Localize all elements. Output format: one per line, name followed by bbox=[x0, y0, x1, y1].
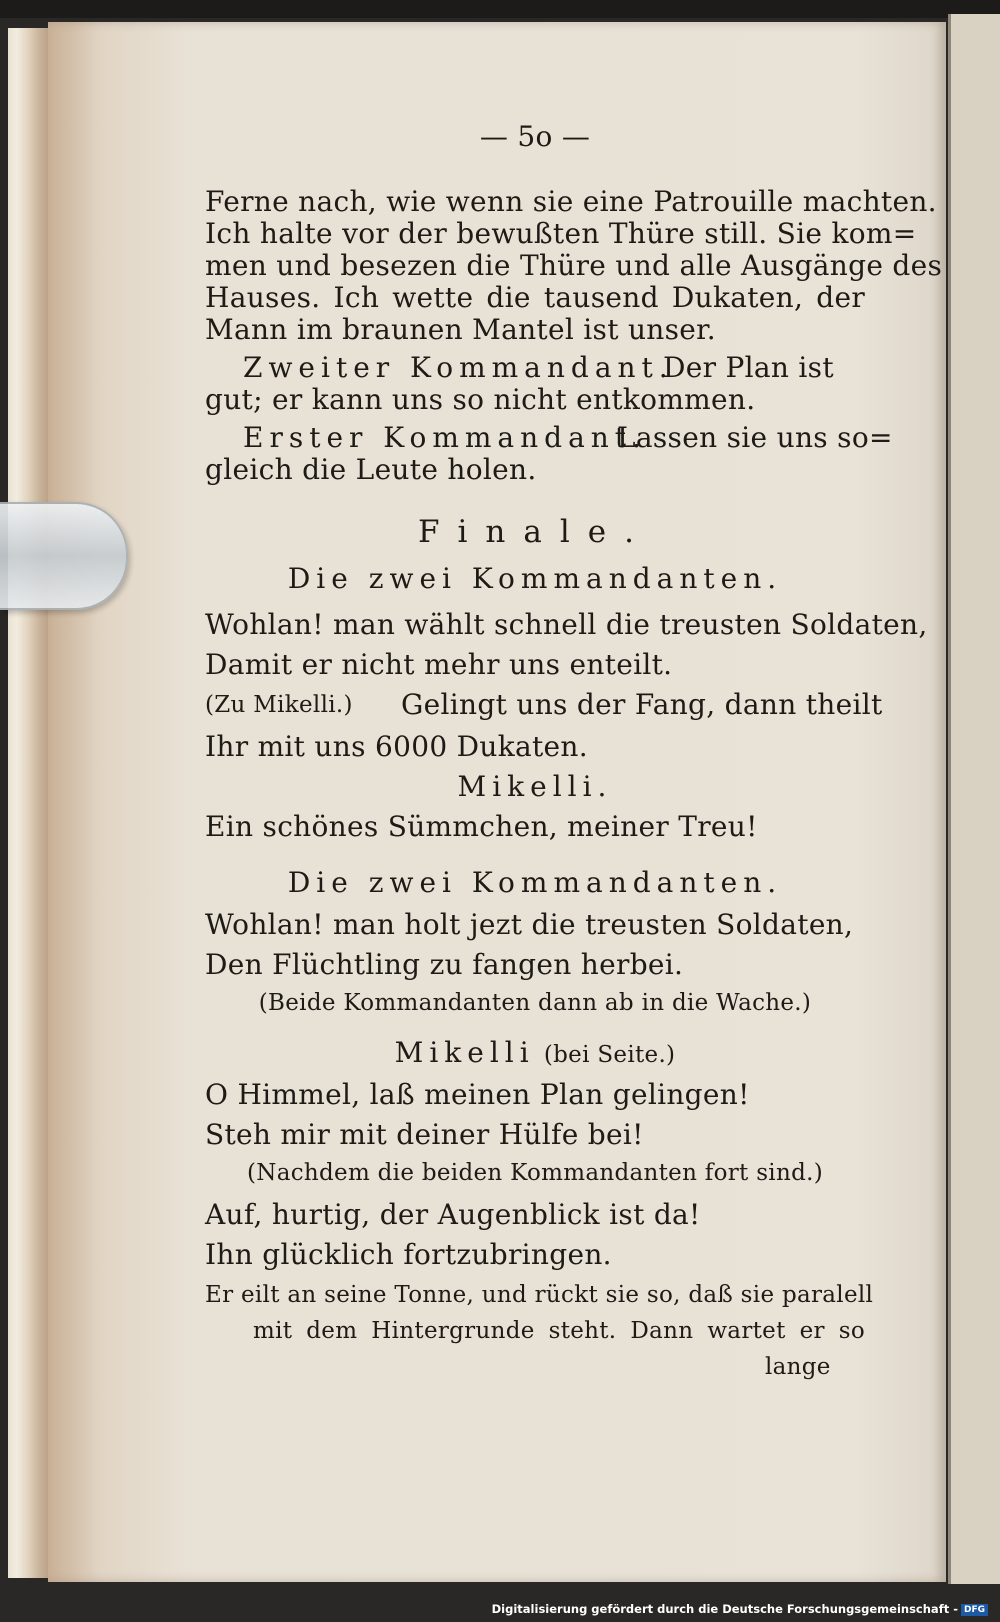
stage-direction: mit dem Hintergrunde steht. Dann wartet er so bbox=[253, 1318, 865, 1344]
text-line: men und besezen die Thüre und alle Ausgänge des bbox=[205, 249, 943, 282]
verse-line: Den Flüchtling zu fangen herbei. bbox=[205, 948, 684, 981]
character-heading: Die zwei Kommandanten. bbox=[287, 866, 783, 899]
character-heading: Die zwei Kommandanten. bbox=[287, 562, 783, 595]
speaker-heading: Mikelli. bbox=[457, 770, 613, 803]
catchword: lange bbox=[765, 1354, 831, 1380]
verse-line: Ihr mit uns 6000 Dukaten. bbox=[205, 730, 588, 763]
finale-heading: Finale. bbox=[418, 514, 652, 550]
stage-direction: (bei Seite.) bbox=[543, 1042, 676, 1068]
scan-background bbox=[0, 0, 1000, 18]
stage-direction: (Beide Kommandanten dann ab in die Wache.) bbox=[258, 990, 812, 1016]
verse-line: O Himmel, laß meinen Plan gelingen! bbox=[205, 1078, 750, 1111]
stage-direction: (Zu Mikelli.) bbox=[205, 692, 353, 718]
speaker-name bbox=[243, 351, 674, 384]
verse-line: Damit er nicht mehr uns enteilt. bbox=[205, 648, 673, 681]
speaker-label: Zweiter Kommandant. bbox=[243, 351, 674, 384]
facing-page-edge bbox=[948, 14, 1000, 1584]
stage-direction: (Nachdem die beiden Kommandanten fort sind.) bbox=[247, 1160, 823, 1186]
verse-line: Steh mir mit deiner Hülfe bei! bbox=[205, 1118, 644, 1151]
stage-direction: Er eilt an seine Tonne, und rückt sie so, daß sie paralell bbox=[205, 1282, 874, 1308]
speaker-name bbox=[243, 421, 647, 454]
speaker-label: Erster Kommandant. bbox=[243, 421, 647, 454]
digitization-credit bbox=[492, 1602, 988, 1616]
speaker-label: Mikelli bbox=[394, 1036, 535, 1069]
speaker-heading-row bbox=[205, 1036, 865, 1069]
page-gutter-shadow bbox=[48, 22, 98, 1582]
verse-line: Gelingt uns der Fang, dann theilt bbox=[401, 688, 883, 721]
text-line: Ferne nach, wie wenn sie eine Patrouille machten. bbox=[205, 185, 937, 218]
verse-line: Wohlan! man holt jezt die treusten Soldaten, bbox=[205, 908, 854, 941]
dfg-logo: DFG bbox=[961, 1604, 988, 1616]
speech-line: Der Plan ist bbox=[663, 351, 834, 384]
verse-line: Wohlan! man wählt schnell die treusten Soldaten, bbox=[205, 608, 928, 641]
speech-line: gleich die Leute holen. bbox=[205, 453, 537, 486]
page-number: — 5o — bbox=[479, 120, 591, 153]
page-stack-edge bbox=[8, 28, 50, 1578]
page-clip bbox=[0, 502, 128, 610]
verse-line: Ihn glücklich fortzubringen. bbox=[205, 1238, 612, 1271]
text-line: Ich halte vor der bewußten Thüre still. Sie kom= bbox=[205, 217, 917, 250]
credit-text: Digitalisierung gefördert durch die Deutsche Forschungsgemeinschaft - bbox=[491, 1602, 958, 1616]
speech-line: gut; er kann uns so nicht entkommen. bbox=[205, 383, 756, 416]
verse-line: Auf, hurtig, der Augenblick ist da! bbox=[205, 1198, 701, 1231]
speech-line: Lassen sie uns so= bbox=[617, 421, 893, 454]
text-line: Mann im braunen Mantel ist unser. bbox=[205, 313, 716, 346]
verse-line: Ein schönes Sümmchen, meiner Treu! bbox=[205, 810, 758, 843]
text-line: Hauses. Ich wette die tausend Dukaten, der bbox=[205, 281, 865, 314]
